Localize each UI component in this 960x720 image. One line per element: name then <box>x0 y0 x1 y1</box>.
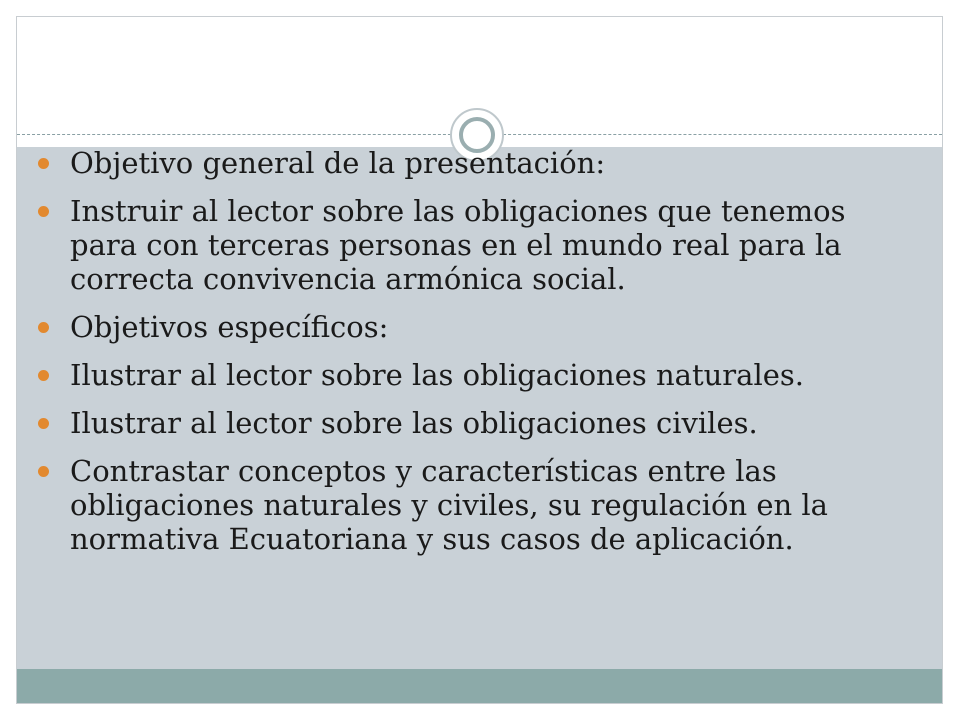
bullet-dot-icon <box>38 206 49 217</box>
bullet-dot-icon <box>38 158 49 169</box>
footer-band <box>17 669 942 703</box>
bullet-dot-icon <box>38 370 49 381</box>
bullet-item <box>34 406 894 440</box>
bullet-item <box>34 146 894 180</box>
bullet-item <box>34 358 894 392</box>
bullet-text: Ilustrar al lector sobre las obligaciones naturales. <box>70 358 804 392</box>
bullet-item <box>34 454 894 556</box>
bullet-item <box>34 194 894 296</box>
bullet-text: Instruir al lector sobre las obligaciones que tenemos para con terceras personas en el mundo real para la correcta convivencia armónica social. <box>70 194 846 296</box>
bullet-text: Objetivos específicos: <box>70 310 389 344</box>
bullet-dot-icon <box>38 418 49 429</box>
bullet-dot-icon <box>38 322 49 333</box>
bullet-text: Contrastar conceptos y características entre las obligaciones naturales y civiles, su regulación en la normativa Ecuatoriana y sus casos de aplicación. <box>70 454 828 556</box>
bullet-dot-icon <box>38 466 49 477</box>
bullet-item <box>34 310 894 344</box>
bullet-list <box>34 146 894 570</box>
bullet-text: Objetivo general de la presentación: <box>70 146 606 180</box>
bullet-text: Ilustrar al lector sobre las obligaciones civiles. <box>70 406 758 440</box>
